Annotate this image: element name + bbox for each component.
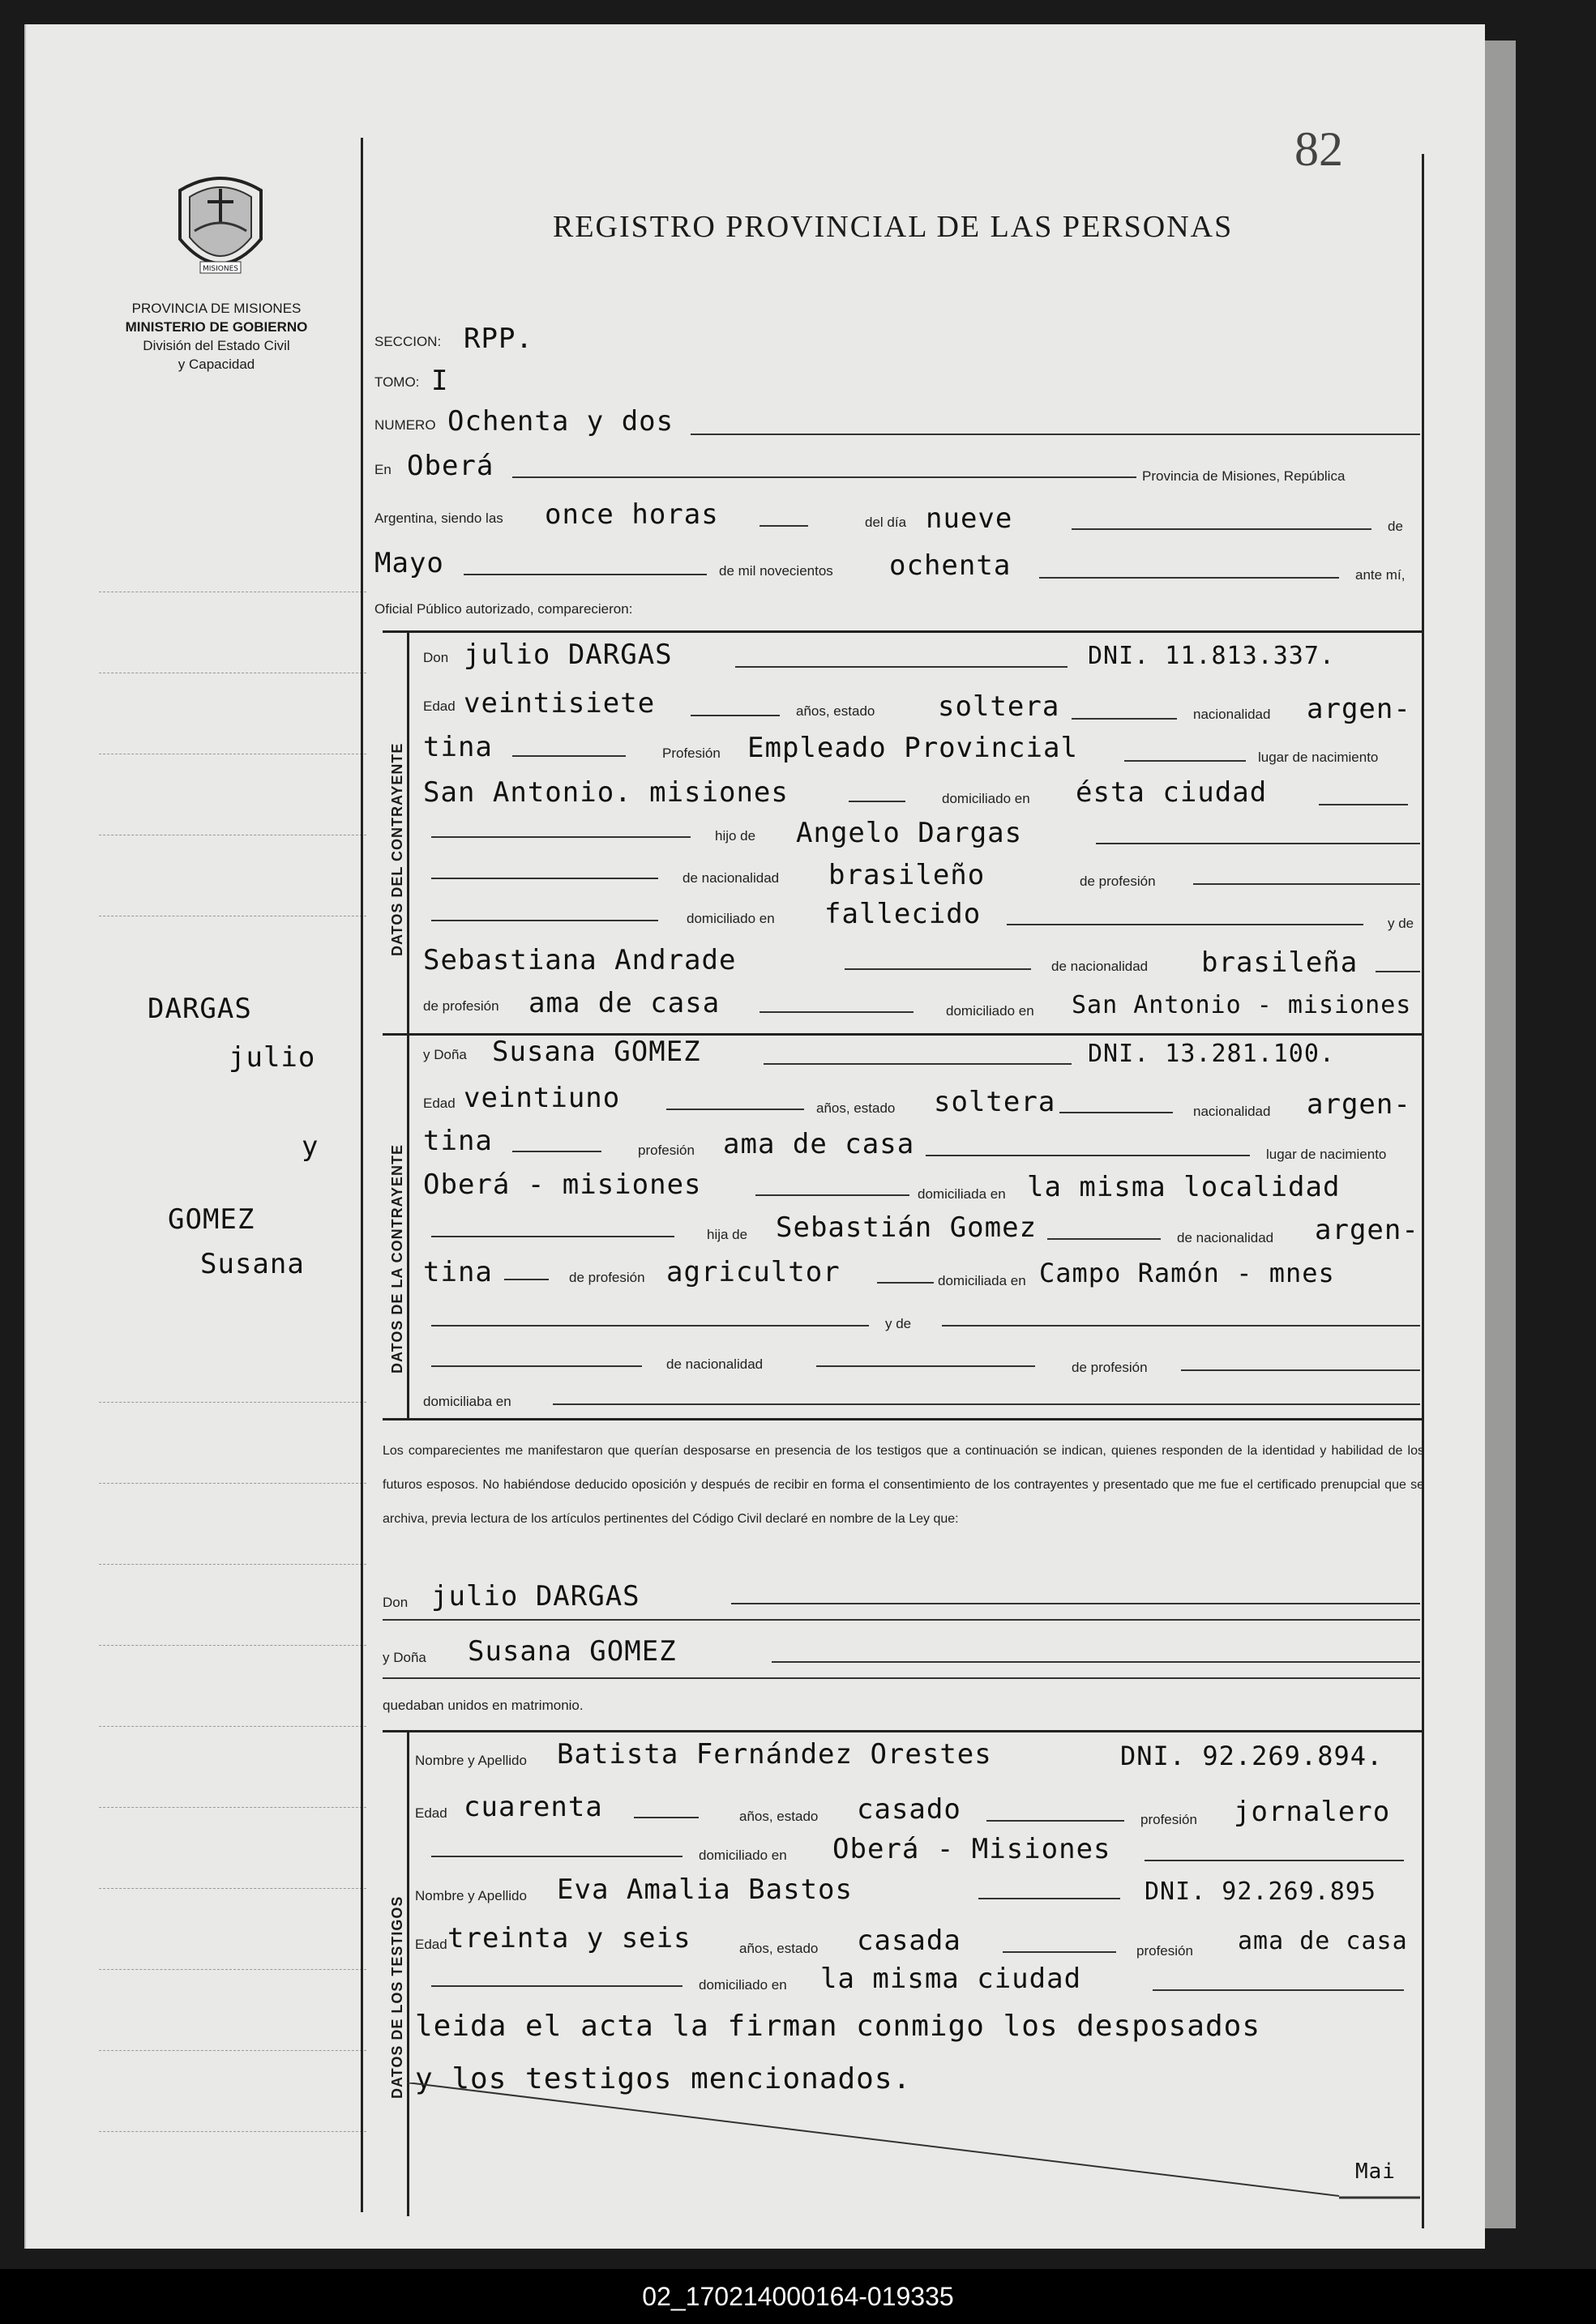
groom-lugar: San Antonio. misiones [423,776,789,809]
bride-lugar-label: lugar de nacimiento [1266,1147,1387,1162]
ante-label: ante mí, [1355,567,1406,583]
ministry-block [83,300,350,374]
seccion-label: SECCION: [374,334,442,349]
groom-father-nac: brasileño [828,859,986,891]
t1-edad-label: Edad [415,1805,447,1821]
signature-mark: Mai [1355,2160,1396,2184]
bride-mother-prof-label: de profesión [1072,1360,1148,1375]
contrayenta-side-rule [407,1033,409,1418]
bride-anos-label: años, estado [816,1100,896,1116]
groom-anos-label: años, estado [796,703,875,719]
bride-y-de-label: y de [885,1316,912,1331]
month-value: Mayo [374,547,444,579]
bride-edad: veintiuno [464,1082,621,1114]
t1-edad: cuarenta [464,1791,603,1823]
t1-nombre-label: Nombre y Apellido [415,1753,527,1768]
bride-father-domic: Campo Ramón - mnes [1039,1258,1335,1288]
province-name: PROVINCIA DE MISIONES [131,301,302,316]
bride-domic-label: domiciliada en [918,1186,1006,1202]
t2-estado: casada [857,1925,961,1957]
capacity-name: y Capacidad [178,356,255,372]
t2-domic: la misma ciudad [820,1963,1082,1995]
bride-prof-label: profesión [638,1143,695,1158]
groom-lugar-label: lugar de nacimiento [1258,750,1379,765]
groom-domic-label: domiciliado en [942,791,1030,806]
bride-nac-label: nacionalidad [1193,1104,1271,1119]
place-value: Oberá [407,450,494,482]
de-label: de [1388,519,1403,534]
t2-dni: DNI. 92.269.895 [1145,1878,1376,1906]
groom-profesion: Empleado Provincial [747,732,1078,764]
tomo-label: TOMO: [374,374,420,390]
bride-lugar: Oberá - misiones [423,1168,702,1201]
right-border [1422,154,1424,2228]
groom-mother-prof: ama de casa [528,987,721,1019]
t1-dni: DNI. 92.269.894. [1120,1741,1384,1771]
testigos-section-label: DATOS DE LOS TESTIGOS [389,1895,405,2099]
t2-prof: ama de casa [1238,1927,1408,1955]
bride-father-nac: argen- [1315,1214,1419,1246]
margin-conjunction: y [302,1130,319,1163]
t2-anos-label: años, estado [739,1941,819,1956]
bride-estado: soltera [934,1086,1056,1118]
t1-domic: Oberá - Misiones [832,1833,1111,1865]
margin-surname-1: DARGAS [148,993,252,1025]
t2-nombre-label: Nombre y Apellido [415,1888,527,1903]
register-page [24,24,1485,2249]
groom-nacionalidad: argen- [1307,693,1411,725]
bride-father-prof: agricultor [666,1256,841,1288]
father-prof-label: de profesión [1080,874,1156,889]
t2-edad: treinta y seis [447,1922,691,1954]
contrayente-top-rule [383,630,1422,633]
groom-prof-label: Profesión [662,745,721,761]
image-id-footer: 02_170214000164-019335 [0,2269,1596,2324]
bride-father-domic-label: domiciliada en [938,1273,1026,1288]
t1-domic-label: domiciliado en [699,1848,787,1863]
mother-nac-label: de nacionalidad [1051,959,1149,974]
groom-edad: veintisiete [464,687,656,720]
groom-estado: soltera [938,690,1060,723]
hour-value: once horas [545,498,719,531]
bride-edad-label: Edad [423,1096,456,1111]
groom-mother-nac: brasileña [1201,946,1359,979]
margin-divider [361,138,363,2212]
closing-diagonal-line [407,2083,1422,2212]
numero-value: Ochenta y dos [447,405,674,438]
register-title: REGISTRO PROVINCIAL DE LAS PERSONAS [553,210,1234,244]
closing-note-line-1: leida el acta la firman conmigo los desposados [415,2010,1260,2043]
margin-surname-2: GOMEZ [168,1203,255,1236]
year-value: ochenta [889,549,1012,582]
union-closing: quedaban unidos en matrimonio. [383,1698,584,1713]
svg-text:MISIONES: MISIONES [202,265,239,273]
union-don-label: Don [383,1595,409,1610]
hijo-label: hijo de [715,828,756,844]
provincial-seal [172,166,269,288]
numero-label: NUMERO [374,417,436,433]
t2-prof-label: profesión [1136,1943,1193,1959]
mother-domic-label: domiciliado en [946,1003,1034,1019]
union-dona-label: y Doña [383,1650,426,1665]
ministry-name: MINISTERIO DE GOBIERNO [125,318,308,335]
margin-given-1: julio [229,1041,316,1074]
don-label: Don [423,650,449,665]
father-domic-label: domiciliado en [687,911,775,926]
union-bride: Susana GOMEZ [468,1635,677,1668]
t2-name: Eva Amalia Bastos [557,1873,853,1906]
bride-mother-domic-label: domiciliaba en [423,1394,511,1409]
closing-note-line-2: y los testigos mencionados. [415,2062,912,2095]
father-nac-label: de nacionalidad [682,870,780,886]
groom-mother-domic: San Antonio - misiones [1072,991,1412,1019]
groom-mother: Sebastiana Andrade [423,944,737,976]
groom-father-domic: fallecido [824,898,982,930]
margin-given-2: Susana [200,1248,305,1280]
dia-label: del día [865,515,907,530]
argentina-label: Argentina, siendo las [374,511,503,526]
t1-prof: jornalero [1234,1796,1391,1828]
groom-nacionalidad-cont: tina [423,731,493,763]
groom-dni: DNI. 11.813.337. [1088,642,1335,670]
bride-nacionalidad: argen- [1307,1088,1411,1121]
tomo-value: I [431,365,449,397]
t2-edad-label: Edad [415,1937,447,1952]
t2-domic-label: domiciliado en [699,1977,787,1993]
seccion-value: RPP. [464,323,533,355]
groom-nac-label: nacionalidad [1193,707,1271,722]
t1-prof-label: profesión [1140,1812,1197,1827]
hija-label: hija de [707,1227,748,1242]
bride-name: Susana GOMEZ [492,1036,701,1068]
bride-domicilio: la misma localidad [1027,1171,1341,1203]
t1-anos-label: años, estado [739,1809,819,1824]
day-value: nueve [926,502,1013,535]
t1-estado: casado [857,1793,961,1826]
contrayente-side-rule [407,630,409,1036]
en-label: En [374,462,392,477]
bride-profesion: ama de casa [723,1128,915,1160]
groom-name: julio DARGAS [464,639,673,671]
province-text: Provincia de Misiones, República [1142,468,1346,484]
groom-domicilio: ésta ciudad [1076,776,1268,809]
contrayente-section-label: DATOS DEL CONTRAYENTE [389,742,405,956]
bride-father-nac-cont: tina [423,1256,493,1288]
bride-father: Sebastián Gomez [776,1211,1038,1244]
testigos-top-rule [383,1730,1422,1732]
contrayenta-section-label: DATOS DE LA CONTRAYENTE [389,1143,405,1373]
oficial-label: Oficial Público autorizado, comparecieron: [374,601,633,617]
y-de-label: y de [1388,916,1414,931]
division-name: División del Estado Civil [143,337,290,353]
bride-father-prof-label: de profesión [569,1270,645,1285]
bride-mother-nac-label: de nacionalidad [666,1356,764,1372]
bride-dni: DNI. 13.281.100. [1088,1040,1335,1068]
groom-father: Angelo Dargas [796,817,1023,849]
dona-label: y Doña [423,1047,467,1062]
statement-paragraph: Los comparecientes me manifestaron que querían desposarse en presencia de los testigos que a continuación se indican, quienes responden de la identidad y habilidad de los futuros esposos. No habiéndose deducido oposición y después de recibir en forma el consentimiento de los contrayentes y presentado que me fue el certificado prenupcial que se archiva, previa lectura de los artículos pertinentes del Código Civil declaré en nombre de la Ley que: [383,1444,1424,1526]
mother-prof-label: de profesión [423,998,499,1014]
bride-father-nac-label: de nacionalidad [1177,1230,1274,1245]
year-label: de mil novecientos [719,563,833,579]
union-groom: julio DARGAS [431,1580,640,1613]
t1-name: Batista Fernández Orestes [557,1738,992,1771]
groom-edad-label: Edad [423,698,456,714]
page-number: 82 [1294,122,1343,176]
bride-nacionalidad-cont: tina [423,1125,493,1157]
